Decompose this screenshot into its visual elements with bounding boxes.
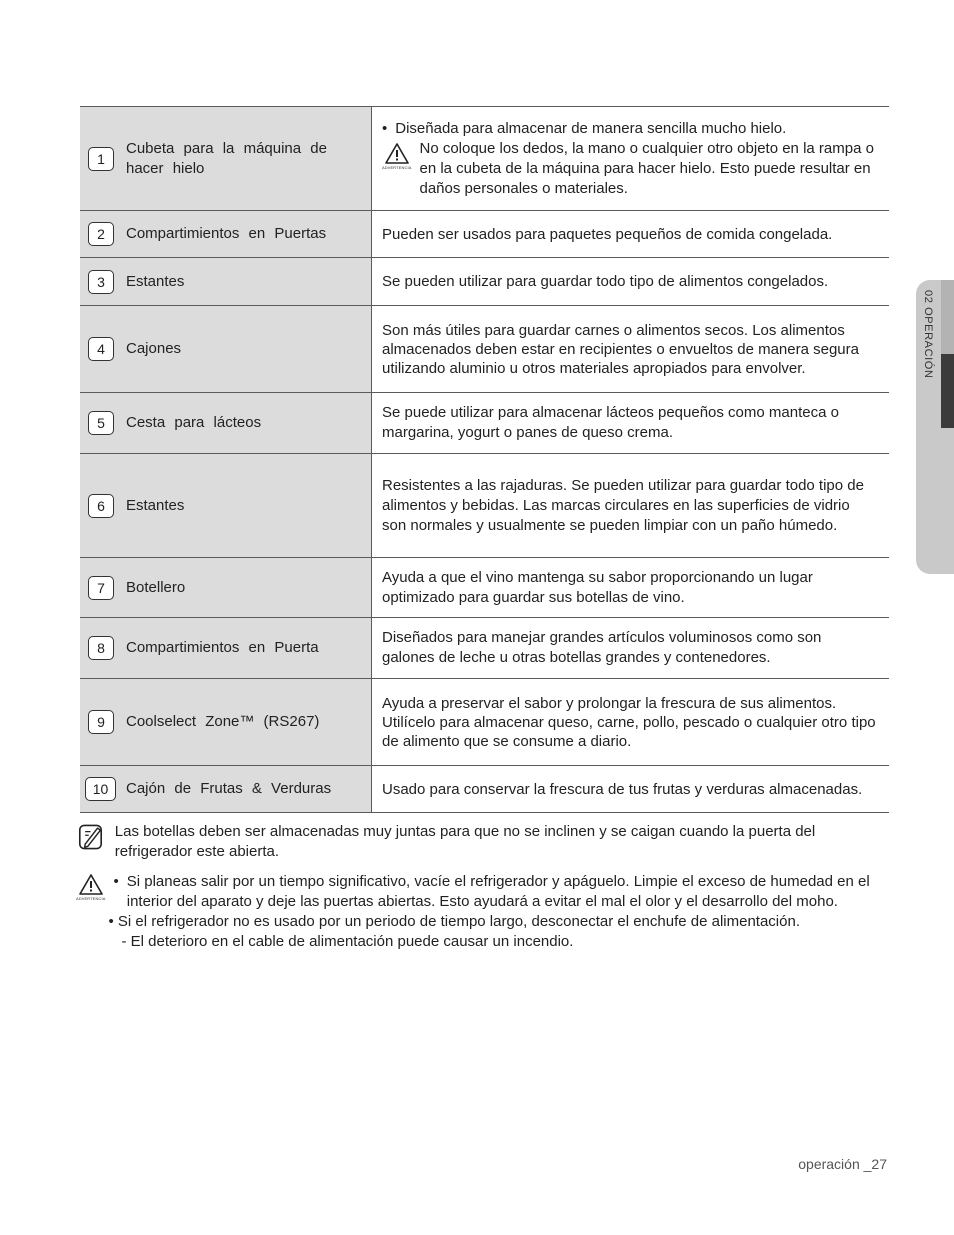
part-label-cell — [80, 454, 372, 558]
part-description: Ayuda a que el vino mantenga su sabor proporcionando un lugar optimizado para guardar sus botellas de vino. — [382, 568, 813, 606]
part-number: 9 — [88, 710, 114, 734]
side-tab-marker — [941, 354, 954, 428]
page-number: operación _27 — [798, 1156, 887, 1172]
caution-subitem-text: - El deterioro en el cable de alimentación puede causar un incendio. — [121, 933, 574, 950]
part-desc-cell — [372, 618, 890, 679]
part-label-cell — [80, 618, 372, 679]
parts-table — [80, 106, 889, 813]
part-desc-cell — [372, 558, 890, 618]
part-number: 10 — [85, 777, 116, 801]
table-row — [80, 258, 889, 306]
bullet: • — [382, 119, 388, 137]
table-row — [80, 618, 889, 679]
part-desc-cell — [372, 766, 890, 813]
warning-triangle-icon — [385, 143, 409, 164]
table-row — [80, 766, 889, 813]
part-description: Usado para conservar la frescura de tus frutas y verduras almacenadas. — [382, 780, 863, 798]
part-label-cell — [80, 766, 372, 813]
part-description: Resistentes a las rajaduras. Se pueden utilizar para guardar todo tipo de alimentos y bebidas. Las marcas circulares en las superficies de vidrio son normales y usualmente se pueden limpiar con un paño húmedo. — [382, 476, 864, 534]
section-label: 02 OPERACIÓN — [922, 290, 934, 379]
caution-item-text: • Si el refrigerador no es usado por un periodo de tiempo largo, desconectar el enchufe de alimentación. — [108, 913, 800, 930]
part-number: 2 — [88, 222, 114, 246]
note-block — [78, 822, 890, 862]
part-name: Estantes — [126, 496, 185, 514]
part-label-cell — [80, 679, 372, 766]
part-description: Son más útiles para guardar carnes o alimentos secos. Los alimentos almacenados deben estar en recipientes o envueltos de manera segura utilizando aluminio u otros materiales apropiados para envolver. — [382, 321, 859, 377]
bullet: • — [113, 873, 119, 890]
caution-block — [76, 872, 890, 952]
part-desc-cell — [372, 306, 890, 393]
part-desc-cell — [372, 107, 890, 211]
part-description: Ayuda a preservar el sabor y prolongar la frescura de sus alimentos. Utilícelo para almacenar queso, carne, pollo, pescado o cualquier otro tipo de alimento que se consume a diario. — [382, 694, 876, 750]
table-row — [80, 306, 889, 393]
part-desc-cell — [372, 258, 890, 306]
table-row — [80, 454, 889, 558]
part-description: Se puede utilizar para almacenar lácteos pequeños como manteca o margarina, yogurt o panes de queso crema. — [382, 404, 839, 441]
table-row — [80, 679, 889, 766]
part-name: Compartimientos en Puerta — [126, 639, 319, 656]
part-name: Coolselect Zone™ (RS267) — [126, 713, 320, 730]
warning-triangle-icon — [79, 874, 103, 895]
part-description: Se pueden utilizar para guardar todo tipo de alimentos congelados. — [382, 273, 829, 290]
part-number: 3 — [88, 270, 114, 294]
side-tab-light-strip — [941, 280, 954, 354]
part-number: 7 — [88, 576, 114, 600]
part-label-cell — [80, 393, 372, 454]
table-row — [80, 107, 889, 211]
warning-block — [382, 139, 877, 199]
caution-icon-wrap — [76, 872, 105, 952]
part-name: Estantes — [126, 272, 185, 290]
part-label-cell — [80, 306, 372, 393]
caution-item-text: Si planeas salir por un tiempo significativo, vacíe el refrigerador y apáguelo. Limpie el exceso de humedad en el interior del aparato y deje las puertas abiertas. Esto ayudará a evitar el mal el olor y el desarrollo del moho. — [126, 873, 870, 910]
part-label-cell — [80, 558, 372, 618]
part-description: Diseñada para almacenar de manera sencilla mucho hielo. — [395, 119, 787, 137]
part-name: Compartimientos en Puertas — [126, 225, 327, 242]
part-label-cell — [80, 107, 372, 211]
part-number: 8 — [88, 636, 114, 660]
part-desc-cell — [372, 454, 890, 558]
warning-icon-wrap — [382, 139, 411, 199]
table-row — [80, 393, 889, 454]
part-description: Diseñados para manejar grandes artículos voluminosos como son galones de leche u otras botellas grandes y contenedores. — [382, 629, 822, 666]
caution-caption: ADVERTENCIA — [76, 896, 106, 901]
section-side-tab — [916, 280, 954, 574]
table-row — [80, 558, 889, 618]
part-name: Cesta para lácteos — [126, 414, 262, 431]
warning-text: No coloque los dedos, la mano o cualquier otro objeto en la rampa o en la cubeta de la máquina para hacer hielo. Esto puede resultar en daños personales o materiales. — [419, 139, 874, 197]
part-description: Pueden ser usados para paquetes pequeños de comida congelada. — [382, 225, 833, 243]
warning-caption: ADVERTENCIA — [382, 164, 412, 170]
part-name: Botellero — [126, 578, 186, 596]
table-row — [80, 211, 889, 258]
part-name: Cajones — [126, 340, 182, 357]
note-pencil-icon — [78, 822, 105, 852]
note-text: Las botellas deben ser almacenadas muy juntas para que no se inclinen y se caigan cuando la puerta del refrigerador este abierta. — [114, 823, 816, 860]
part-desc-cell — [372, 393, 890, 454]
part-number: 1 — [88, 147, 114, 171]
part-number: 4 — [88, 337, 114, 361]
part-desc-cell — [372, 211, 890, 258]
part-label-cell — [80, 258, 372, 306]
part-number: 5 — [88, 411, 114, 435]
part-desc-cell — [372, 679, 890, 766]
part-label-cell — [80, 211, 372, 258]
part-name: Cajón de Frutas & Verduras — [126, 780, 332, 797]
part-name: Cubeta para la máquina de hacer hielo — [126, 139, 327, 177]
part-number: 6 — [88, 494, 114, 518]
